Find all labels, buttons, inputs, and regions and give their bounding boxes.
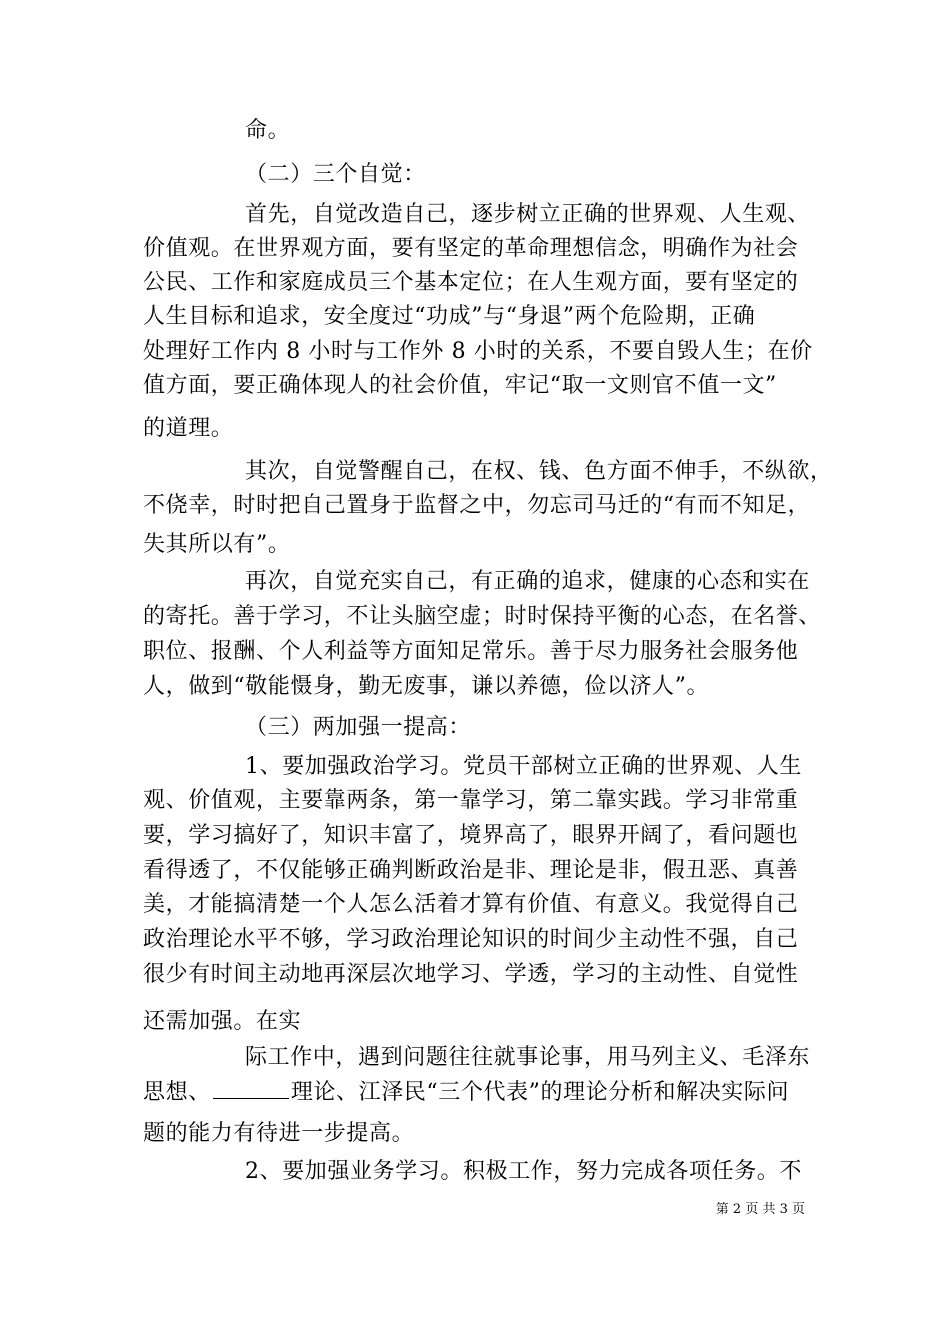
text-line: 际工作中，遇到问题往往就事论事，用马列主义、毛泽东 [245,1045,811,1070]
text-line: 人生目标和追求，安全度过“功成”与“身退”两个危险期，正确 [143,304,756,329]
text-line: 很少有时间主动地再深层次地学习、学透，学习的主动性、自觉性 [143,962,799,987]
text-line: 2、要加强业务学习。积极工作，努力完成各项任务。不 [245,1159,802,1184]
text-line: 再次，自觉充实自己，有正确的追求，健康的心态和实在 [245,569,811,594]
text-line: 命。 [245,118,291,143]
text-line: 其次，自觉警醒自己，在权、钱、色方面不伸手，不纵欲， [245,459,833,484]
text-line: 还需加强。在实 [143,1009,302,1034]
section-heading: （二）三个自觉： [245,162,426,187]
text-line: 要，学习搞好了，知识丰富了，境界高了，眼界开阔了，看问题也 [143,823,799,848]
text-line: 1、要加强政治学习。党员干部树立正确的世界观、人生 [245,754,802,779]
page-number-footer: 第 2 页 共 3 页 [715,1202,805,1217]
text-line-with-blank [143,1078,823,1108]
text-line: 处理好工作内 8 小时与工作外 8 小时的关系，不要自毁人生；在价 [143,339,813,364]
text-line: 观、价值观，主要靠两条，第一靠学习，第二靠实践。学习非常重 [143,788,799,813]
text-line: 看得透了，不仅能够正确判断政治是非、理论是非，假丑恶、真善 [143,858,799,883]
text-line: 的寄托。善于学习，不让头脑空虚；时时保持平衡的心态，在名誉、 [143,604,822,629]
blank-underline [213,1080,289,1099]
text-line: 公民、工作和家庭成员三个基本定位；在人生观方面，要有坚定的 [143,270,799,295]
text-line: 首先，自觉改造自己，逐步树立正确的世界观、人生观、 [245,202,811,227]
text-line: 职位、报酬、个人利益等方面知足常乐。善于尽力服务社会服务他 [143,639,799,664]
text-line: 不侥幸，时时把自己置身于监督之中，勿忘司马迁的“有而不知足， [143,493,811,518]
text-line: 价值观。在世界观方面，要有坚定的革命理想信念，明确作为社会 [143,236,799,261]
text-line: 值方面，要正确体现人的社会价值，牢记“取一文则官不值一文” [143,373,777,398]
section-heading: （三）两加强一提高： [245,715,472,740]
text-line: 失其所以有”。 [143,532,291,557]
text-line: 的道理。 [143,416,234,441]
text-line: 人，做到“敬能慑身，勤无废事，谦以养德，俭以济人”。 [143,674,710,699]
text-line: 题的能力有待进一步提高。 [143,1121,415,1146]
text-line: 美，才能搞清楚一个人怎么活着才算有价值、有意义。我觉得自己 [143,892,799,917]
text-line: 政治理论水平不够，学习政治理论知识的时间少主动性不强，自己 [143,927,799,952]
text-segment: 理论、江泽民“三个代表”的理论分析和解决实际问 [290,1080,790,1105]
text-segment: 思想、 [143,1080,211,1105]
